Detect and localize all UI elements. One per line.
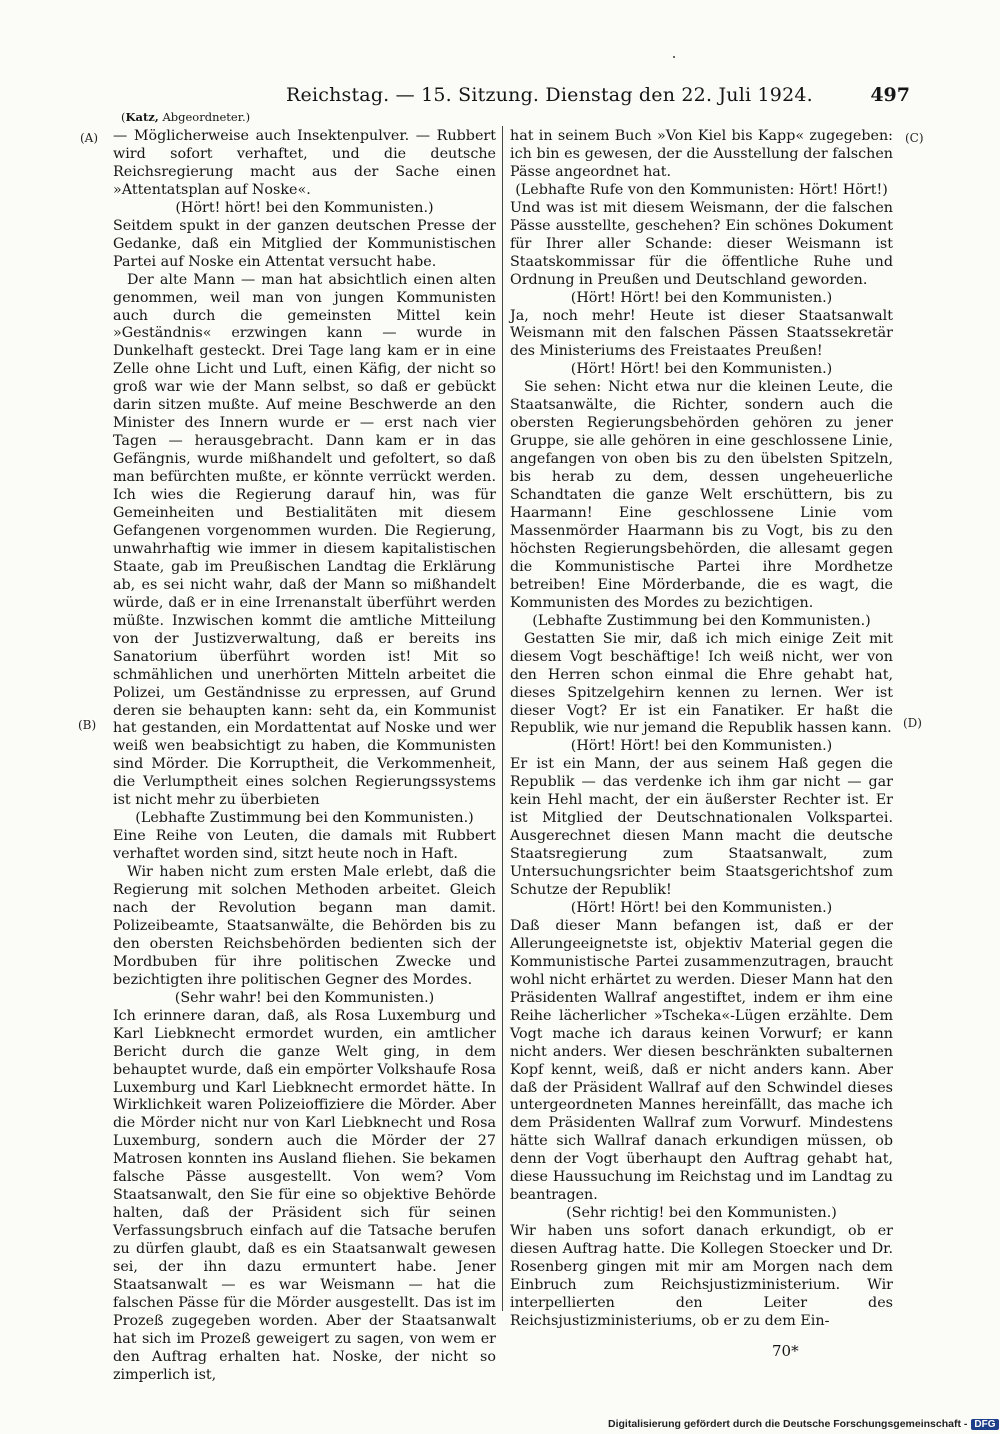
interjection: (Sehr wahr! bei den Kommunisten.) xyxy=(174,989,435,1006)
dfg-logo: DFG xyxy=(971,1419,998,1430)
paragraph: Ich erinnere daran, daß, als Rosa Luxemburg und Karl Liebknecht ermordet wurden, ein amtlicher Bericht durch die ganze Welt ging, in dem behauptet wurde, daß ein empörter Volkshaufe Rosa Luxemburg und Karl Liebknecht ermordet hätte. In Wirklichkeit waren Polizeioffiziere die Mörder. Aber die Mörder nicht nur von Karl Liebknecht und Rosa Luxemburg, sondern auch die Mörder der 27 Matrosen konnten ins Ausland fliehen. Sie bekamen falsche Pässe ausgestellt. Von wem? Vom Staatsanwalt, den Sie für eine so objektive Behörde halten, daß der Präsident sich für seinen Verfassungsbruch einfach auf die Tatsache berufen zu dürfen glaubt, daß es ein Staatsanwalt gewesen sei, der ihn dazu ermuntert habe. Jener Staatsanwalt — es war Weismann — hat die falschen Pässe für die Mörder ausgestellt. Das ist im Prozeß zugegeben worden. Aber der Staatsanwalt hat sich im Prozeß geweigert zu sagen, von wem er den Auftrag erhalten hat. Noske, der nicht so zimperlich ist, xyxy=(113,1007,496,1383)
page-header xyxy=(120,84,910,110)
paragraph: Gestatten Sie mir, daß ich mich einige Zeit mit diesem Vogt beschäftige! Ich weiß nicht, wer von den Herren schon einmal die Ehre gehabt hat, dieses Spitzelgehirn kennen zu lernen. Wer ist dieser Vogt? Er ist ein Fanatiker. Er haßt die Republik, wie nur jemand die Republik hassen kann. xyxy=(510,630,893,737)
interjection: (Hört! Hört! bei den Kommunisten.) xyxy=(570,738,833,755)
interjection: (Hört! hört! bei den Kommunisten.) xyxy=(175,199,434,216)
paragraph: Eine Reihe von Leuten, die damals mit Rubbert verhaftet worden sind, sitzt heute noch in Haft. xyxy=(113,828,496,863)
speaker-open-paren: ( xyxy=(121,110,126,124)
paragraph: Daß dieser Mann befangen ist, daß er der Allerungeeignetste ist, objektiv Material gegen die Kommunistische Partei zusammenzutragen, braucht wohl nicht erhärtet zu werden. Dieser Mann hat den Präsidenten Wallraf angestiftet, indem er ihm eine Reihe lächerlicher »Tscheka«-Lügen erzählte. Dem Vogt mache ich daraus keinen Vorwurf; er kann nicht anders. Wer diesen beschränkten subalternen Kopf kennt, weiß, daß er nicht anders kann. Aber daß der Präsident Wallraf auf den Schwindel dieses untergeordneten Mannes hereinfällt, das mache ich dem Präsidenten Wallraf zum Vorwurf. Mindestens hätte sich Wallraf danach erkundigen müssen, ob denn der Vogt überhaupt den Auftrag gehabt hat, diese Haussuchung im Reichstag und im Landtag zu beantragen. xyxy=(510,917,893,1204)
credit-text: Digitalisierung gefördert durch die Deutsche Forschungsgemeinschaft - xyxy=(608,1418,968,1430)
running-title: Reichstag. — 15. Sitzung. Dienstag den 22. Juli 1924. xyxy=(286,84,813,106)
margin-mark-a: (A) xyxy=(80,131,99,145)
paragraph: — Möglicherweise auch Insektenpulver. — Rubbert wird sofort verhaftet, und die deutsche Reichsregierung macht aus der Sache einen »Attentatsplan auf Noske«. xyxy=(113,128,496,198)
paragraph: Er ist ein Mann, der aus seinem Haß gegen die Republik — das verdenke ich ihm gar nicht — gar kein Hehl macht, der ein äußerster Rechter ist. Er ist Mitglied der Deutschnationalen Volkspartei. Ausgerechnet diesen Mann macht die deutsche Staatsregierung zum Staatsanwalt, zum Untersuchungsrichter beim Staatsgerichtshof zum Schutze der Republik! xyxy=(510,756,893,899)
speaker-label xyxy=(121,110,250,124)
paragraph: Wir haben uns sofort danach erkundigt, ob er diesen Auftrag hatte. Die Kollegen Stoecker und Dr. Rosenberg gingen mit mir am Morgen nach dem Einbruch zum Reichsjustizministerium. Wir interpellierten den Leiter des Reichsjustizministeriums, ob er zu dem Ein- xyxy=(510,1223,893,1329)
column-divider xyxy=(502,126,503,1311)
paragraph: Wir haben nicht zum ersten Male erlebt, daß die Regierung mit solchen Methoden arbeitet. Gleich nach der Revolution begann man damit. Polizeibeamte, Staatsanwälte, die Behörden bis zu den obersten Reichsbehörden bedienten sich der Mordbuben für ihre politischen Zwecke und bezichtigten ihre politischen Gegner des Mordes. xyxy=(113,864,496,988)
paragraph: Sie sehen: Nicht etwa nur die kleinen Leute, die Staatsanwälte, die Richter, sondern auch die obersten Regierungsbehörden gehören zu jener Gruppe, sie alle gehören in eine geschlossene Linie, angefangen von oben bis zu den übelsten Spitzeln, bis herab zu dem, dessen ungeheuerliche Schandtaten die ganze Welt erschüttern, bis zu Haarmann! Eine geschlossene Linie vom Massenmörder Haarmann bis zu Vogt, bis zu den höchsten Regierungsbehörden, die allesamt gegen die Kommunistische Partei ihre Mordhetze betreiben! Eine Mörderbande, die es wagt, die Kommunisten des Mordes zu bezichtigen. xyxy=(510,379,893,611)
interjection: (Lebhafte Rufe von den Kommunisten: Hört! Hört!) xyxy=(515,181,888,198)
scan-speck xyxy=(673,56,675,58)
page-number: 497 xyxy=(870,84,910,106)
interjection: (Hört! Hört! bei den Kommunisten.) xyxy=(570,899,833,916)
margin-mark-d: (D) xyxy=(903,716,922,730)
interjection: (Lebhafte Zustimmung bei den Kommunisten.) xyxy=(532,612,871,629)
speaker-name: Katz, xyxy=(125,110,159,124)
interjection: (Sehr richtig! bei den Kommunisten.) xyxy=(566,1205,837,1222)
paragraph: Ja, noch mehr! Heute ist dieser Staatsanwalt Weismann mit den falschen Pässen Staatssekretär des Ministeriums des Freistaates Preußen! xyxy=(510,307,893,360)
paragraph: Seitdem spukt in der ganzen deutschen Presse der Gedanke, daß ein Mitglied der Kommunistischen Partei auf Noske ein Attentat versucht habe. xyxy=(113,217,496,270)
paragraph: hat in seinem Buch »Von Kiel bis Kapp« zugegeben: ich bin es gewesen, der die Ausstellung der falschen Pässe angeordnet hat. xyxy=(510,128,893,180)
text-column-left xyxy=(113,128,496,1383)
paragraph: Der alte Mann — man hat absichtlich einen alten genommen, weil man von jungen Kommunisten auch durch die gemeinsten Mittel kein »Geständnis« erzwingen kann — wurde in Dunkelhaft gesteckt. Drei Tage lang kam er in eine Zelle ohne Licht und Luft, einen Käfig, der nicht so groß war wie der Mann selbst, so daß er gebückt darin sitzen mußte. Auf meine Beschwerde an den Minister des Innern wurde er — erst nach vier Tagen — herausgebracht. Dann kam er in das Gefängnis, wurde mißhandelt und gefoltert, so daß man befürchten mußte, er könnte verrückt werden. Ich wies die Regierung darauf hin, was für Gemeinheiten und Bestialitäten mit diesem Gefangenen vorgenommen wurden. Die Regierung, unwahrhaftig wie immer in diesem kapitalistischen Staate, gab im Preußischen Landtag die Erklärung ab, es sei nicht wahr, daß der Mann so mißhandelt würde, daß er in eine Irrenanstalt überführt werden müßte. Inzwischen kommt die amtliche Mitteilung von der Justizverwaltung, daß er bereits ins Sanatorium überführt worden ist! Mit so schmählichen und unerhörten Mitteln arbeitet die Polizei, um Geständnisse zu erpressen, auf Grund deren sie behaupten kann: seht da, ein Kommunist hat gestanden, ein Mordattentat auf Noske und wer weiß wen beabsichtigt zu haben, die Kommunisten sind Mörder. Die Korruptheit, die Verkommenheit, die Verlumptheit eines solchen Regierungssystems ist nicht mehr zu überbieten xyxy=(113,271,496,809)
paragraph: Und was ist mit diesem Weismann, der die falschen Pässe ausstellte, geschehen? Ein schönes Dokument für Ihrer aller Schande: dieser Weismann ist Staatskommissar für die öffentliche Ruhe und Ordnung in Preußen und Deutschland geworden. xyxy=(510,199,893,288)
interjection: (Lebhafte Zustimmung bei den Kommunisten.) xyxy=(135,810,474,827)
margin-mark-b: (B) xyxy=(78,718,97,732)
margin-mark-c: (C) xyxy=(905,131,924,145)
interjection: (Hört! Hört! bei den Kommunisten.) xyxy=(570,361,833,378)
speaker-role: Abgeordneter.) xyxy=(162,110,251,124)
interjection: (Hört! Hört! bei den Kommunisten.) xyxy=(570,289,833,306)
signature-mark: 70* xyxy=(772,1342,799,1360)
text-column-right xyxy=(510,128,893,1329)
digitization-credit xyxy=(608,1418,999,1430)
